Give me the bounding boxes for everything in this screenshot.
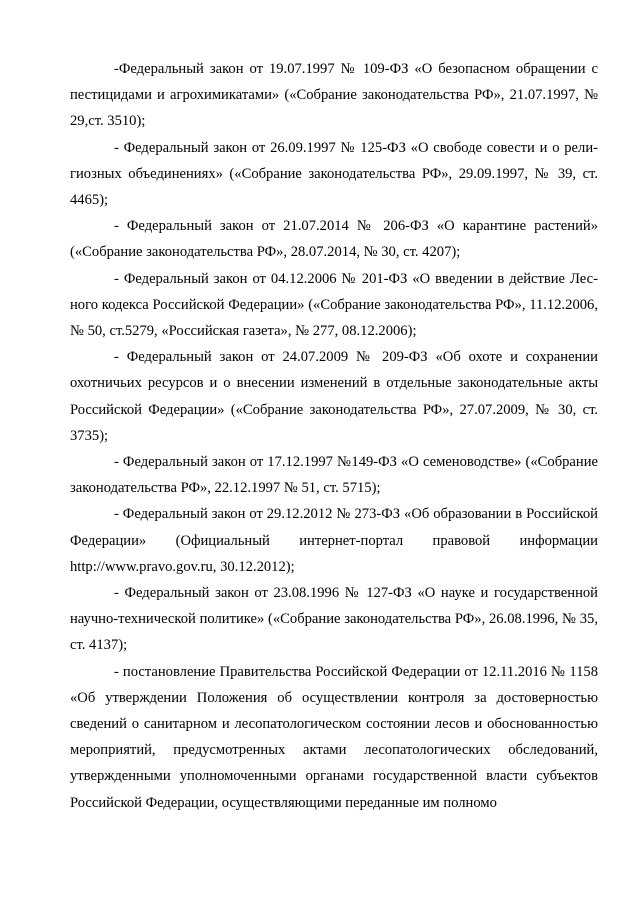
paragraph-law-125-fz: - Федеральный закон от 26.09.1997 № 125-ФЗ «О свободе совести и о религиозных объединениях» («Собрание законодательства РФ», 29.09.1997, № 39, ст. 4465);: [70, 139, 598, 209]
paragraph-law-127-fz: - Федеральный закон от 23.08.1996 № 127-ФЗ «О науке и государственной научно-технической политике» («Собрание законодательства РФ», 26.08.1996, № 35, ст. 4137);: [70, 585, 598, 654]
paragraph-law-209-fz: - Федеральный закон от 24.07.2009 № 209-ФЗ «Об охоте и сохранении охотничьих ресурсов и о внесении изменений в отдельные законодательные акты Российской Федерации» («Собрание законодательства РФ», 27.07.2009, № 30, ст. 3735);: [70, 349, 598, 444]
paragraph-resolution-1158: - постановление Правительства Российской Федерации от 12.11.2016 № 1158 «Об утверждении Положения об осуществлении контроля за достоверностью сведений о санитарном и лесопатологическом состоянии лесов и обоснованностью мероприятий, предусмотренных актами лесопатологических обследований, утвержденными уполномоченными органами государственной власти субъектов Российской Федерации, осуществляющими переданные им полномо: [70, 663, 598, 811]
paragraph-law-109-fz: -Федеральный закон от 19.07.1997 № 109-ФЗ «О безопасном обращении с пестицидами и агрохимикатами» («Собрание законодательства РФ», 21.07.1997, № 29,ст. 3510);: [70, 61, 598, 130]
paragraph-law-206-fz: - Федеральный закон от 21.07.2014 № 206-ФЗ «О карантине растений» («Собрание законодательства РФ», 28.07.2014, № 30, ст. 4207);: [70, 218, 598, 261]
paragraph-law-273-fz: - Федеральный закон от 29.12.2012 № 273-ФЗ «Об образовании в Российской Федерации» (Официальный интернет-портал правовой информации http://www.pravo.gov.ru, 30.12.2012);: [70, 506, 598, 575]
paragraph-law-149-fz: - Федеральный закон от 17.12.1997 №149-ФЗ «О семеноводстве» («Собрание законодательства РФ», 22.12.1997 № 51, ст. 5715);: [70, 454, 598, 497]
paragraph-law-201-fz: - Федеральный закон от 04.12.2006 № 201-ФЗ «О введении в действие Лесного кодекса Российской Федерации» («Собрание законодательства РФ», 11.12.2006, № 50, ст.5279, «Российская газета», № 277, 08.12.2006);: [70, 270, 598, 340]
